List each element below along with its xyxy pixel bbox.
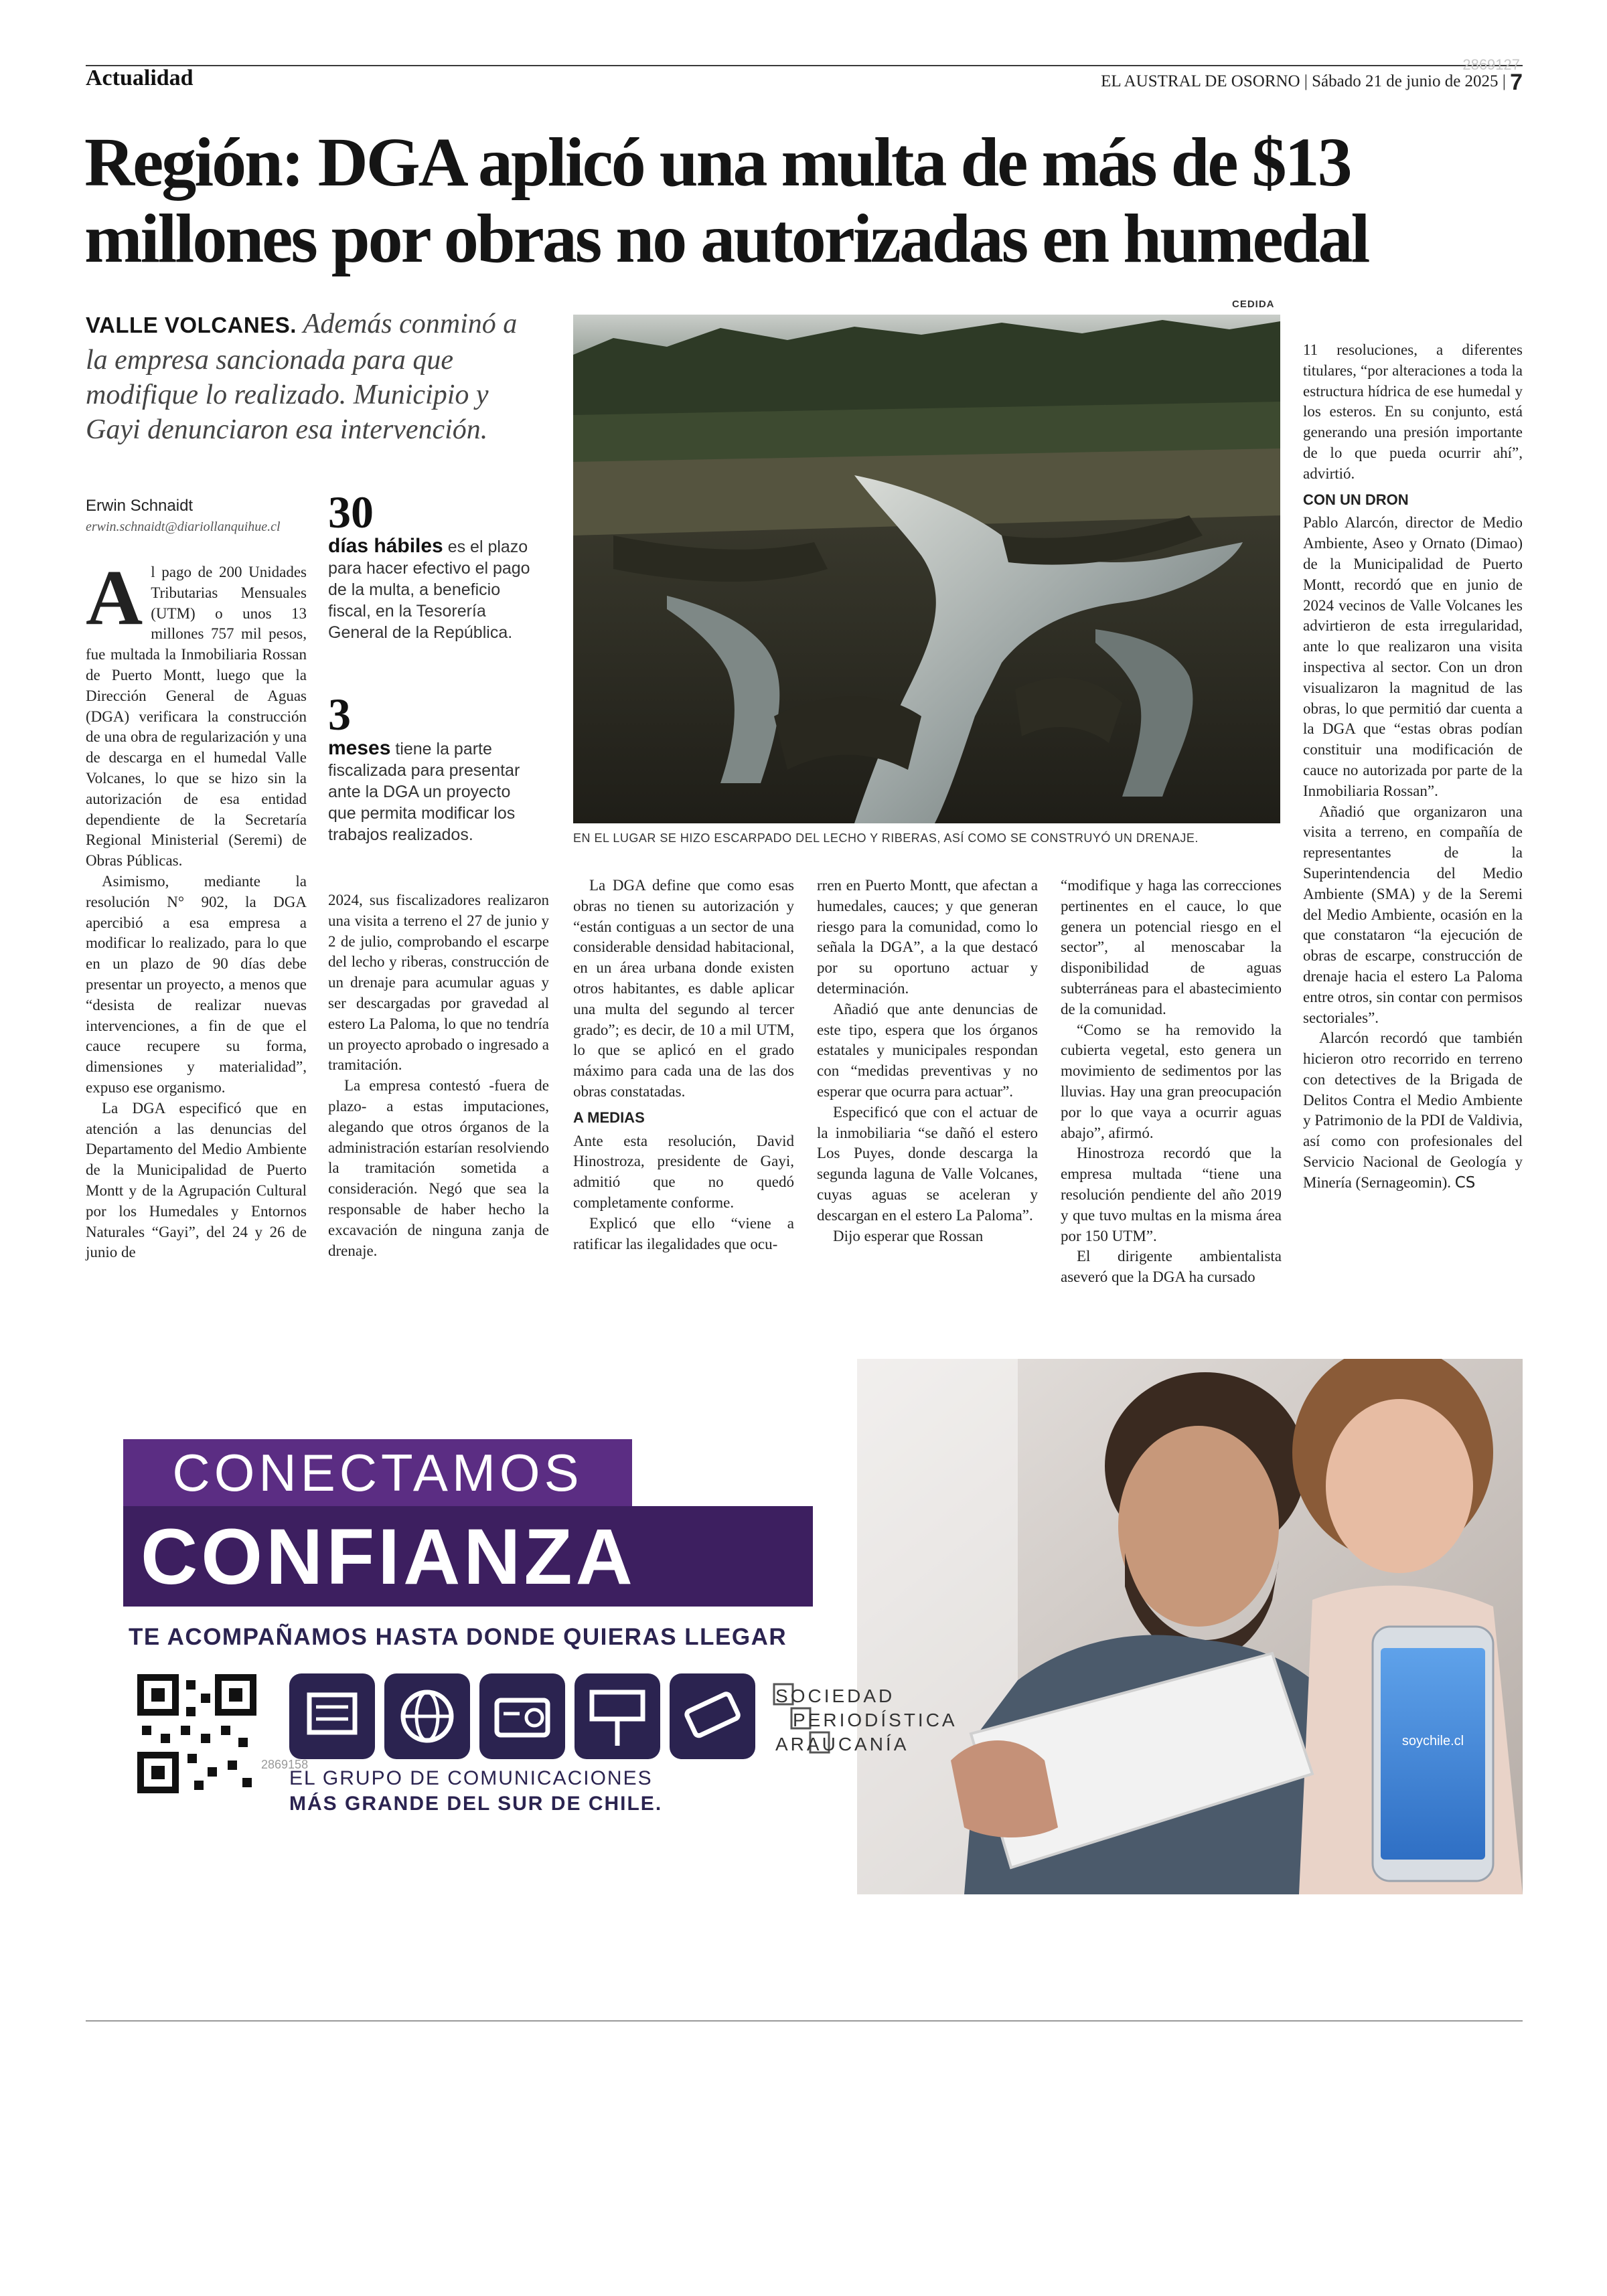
- fact-number: 3: [328, 689, 351, 740]
- article-column-5: [1061, 876, 1282, 1288]
- brand-line-1: [775, 1684, 958, 1708]
- brand-line-1-text: OCIEDAD: [790, 1686, 895, 1706]
- ad-line-1: CONECTAMOS: [172, 1443, 583, 1502]
- brand-wordmark: [775, 1684, 958, 1756]
- folio-separator: |: [1304, 72, 1312, 91]
- billboard-icon: [575, 1673, 660, 1759]
- article-column-1: [86, 554, 307, 1263]
- header-rule: [86, 65, 1523, 66]
- fact-number: 30: [328, 487, 374, 538]
- subheading: CON UN DRON: [1303, 491, 1409, 508]
- paragraph: Asimismo, mediante la resolución N° 902, la DGA apercibió a esa empresa a modificar lo realizado, para lo que en un plazo de 90 días debe presentar un proyecto, a menos que “desista de realizar nuevas intervenciones, a fin de que el cauce recupere su forma, dimensiones y materialidad”, expuso ese organismo.: [86, 872, 307, 1096]
- subheading: A MEDIAS: [573, 1109, 645, 1126]
- photo-credit: CEDIDA: [1232, 299, 1275, 310]
- paragraph: Añadió que ante denuncias de este tipo, espera que los órganos estatales y municipales respondan con “medidas preventivas y no esperar que ocurra para actuar”.: [817, 1000, 1038, 1100]
- paragraph: El dirigente ambientalista aseveró que la DGA ha cursado: [1061, 1248, 1282, 1286]
- ad-code: 2869158: [261, 1758, 309, 1771]
- paragraph: Ante esta resolución, David Hinostroza, presidente de Gayi, admitió que no quedó completamente conforme.: [573, 1132, 794, 1211]
- lead-text: Además conminó a la empresa sancionada para que modifique lo realizado. Municipio y Gayi denunciaron esa intervención.: [86, 309, 518, 445]
- phone-site: soychile.cl: [1401, 1734, 1464, 1748]
- paragraph: “Como se ha removido la cubierta vegetal, esto genera un movimiento de sedimentos por las lluvias. Hay una gran preocupación por lo que vaya a ocurrir aguas abajo”, afirmó.: [1061, 1021, 1282, 1141]
- fact-box-2: [328, 691, 542, 845]
- paragraph: 2024, sus fiscalizadores realizaron una visita a terreno el 27 de junio y 2 de julio, comprobando el escarpe del lecho y riberas, construcción de un drenaje para acumular aguas y ser descargadas por gravedad al estero La Paloma, lo que no tendría un proyecto aprobado o ingresado a tramitación.: [328, 892, 549, 1074]
- brand-letter-p: P: [793, 1710, 808, 1730]
- paragraph: 11 resoluciones, a diferentes titulares, “por alteraciones a toda la estructura hídrica de ese humedal y los esteros. En su conjunto, está generando una presión importante de lo que pueda ocurrir ahí”, advirtió.: [1303, 341, 1523, 482]
- paragraph: Explicó que ello “viene a ratificar las ilegalidades que ocu-: [573, 1214, 794, 1252]
- paragraph-text: l pago de 200 Unidades Tributarias Mensuales (UTM) o unos 13 millones 757 mil pesos, fue multada la Inmobiliaria Rossan de Puerto Montt, luego que la Dirección General de Aguas (DGA) verificara la construcción de una obra de regularización y una de descarga en el humedal Valle Volcanes, lo que se hizo sin la autorización de esa entidad dependiente de la Secretaría Regional Ministerial (Seremi) de Obras Públicas.: [86, 564, 307, 870]
- ad-line-2: CONFIANZA: [141, 1513, 636, 1601]
- paragraph: Hinostroza recordó que la empresa multada “tiene una resolución pendiente del año 2019 y que tuvo multas en la misma área por 150 UTM”.: [1061, 1145, 1282, 1244]
- ad-tagline: TE ACOMPAÑAMOS HASTA DONDE QUIERAS LLEGAR: [129, 1624, 787, 1650]
- folio: [1101, 70, 1523, 96]
- kicker: VALLE VOLCANES.: [86, 313, 297, 337]
- page-number: 7: [1510, 70, 1523, 95]
- article-column-3: [573, 876, 794, 1254]
- fact-rest: tiene la parte fiscalizada para presentar ante la DGA un proyecto que permita modificar los trabajos realizados.: [328, 740, 520, 844]
- brand-line-2-text: ERIODÍSTICA: [808, 1710, 958, 1730]
- fact-box-1: [328, 489, 542, 643]
- author-email[interactable]: erwin.schnaidt@diariollanquihue.cl: [86, 519, 281, 534]
- paragraph-text: Alarcón recordó que también hicieron otro recorrido en terreno con detectives de la Brigada de Delitos Contra el Medio Ambiente y Patrimonio de la PDI de Valdivia, así como con profesionales del Servicio Nacional de Geología y Minería (Sernageomin).: [1303, 1030, 1523, 1191]
- brand-letter-a: A: [806, 1734, 822, 1754]
- paragraph: La DGA especificó que en atención a las denuncias del Departamento del Medio Ambiente de la Municipalidad de Puerto Montt y de la Agrupación Cultural por los Humedales y Entornos Naturales “Gayi”, del 24 y 26 de junio de: [86, 1099, 307, 1261]
- paragraph: La DGA define que como esas obras no tienen su autorización y “están contiguas a un sector de una considerable densidad habitacional, en un área urbana donde existen otros habitantes, es dable aplicar una multa del segundo al tercer grado”; es decir, de 10 a mil UTM, lo que se aplicó en el grado máximo para cada una de las dos obras constatadas.: [573, 877, 794, 1100]
- fact-rest: es el plazo para hacer efectivo el pago de la multa, a beneficio fiscal, en la Tesorería General de la República.: [328, 538, 530, 642]
- globe-icon: [384, 1673, 470, 1759]
- paragraph: rren en Puerto Montt, que afectan a humedales, cauces; y que generan riesgo para la comunidad, como lo señala la DGA”, a la que destacó por su oportuno actuar y determinación.: [817, 877, 1038, 997]
- footer-rule: [86, 2020, 1523, 2022]
- headline: Región: DGA aplicó una multa de más de $13 millones por obras no autorizadas en humedal: [84, 124, 1369, 277]
- qr-code[interactable]: [138, 1675, 256, 1793]
- newspaper-icon: [289, 1673, 375, 1759]
- ad-group-line-2: MÁS GRANDE DEL SUR DE CHILE.: [289, 1793, 663, 1815]
- fact-bold: meses: [328, 737, 391, 759]
- article-column-2: [328, 890, 549, 1261]
- paragraph: Dijo esperar que Rossan: [833, 1227, 984, 1244]
- drop-cap: A: [86, 554, 143, 641]
- lead: [86, 307, 541, 447]
- archive-stamp: 2869127: [1462, 56, 1520, 73]
- wetland-photo-illustration: [573, 315, 1280, 823]
- ticket-icon: [670, 1673, 755, 1759]
- brand-line-3: [775, 1732, 958, 1756]
- paragraph: Añadió que organizaron una visita a terreno, en compañía de representantes de la Superintendencia del Medio Ambiente (SMA) y de la Seremi del Medio Ambiente, ocasión en la que constataron “la ejecución de obras de escarpe, construcción de drenaje hacia el estero La Paloma entre otros, sin contar con permisos sectoriales”.: [1303, 803, 1523, 1026]
- section-label: Actualidad: [86, 66, 194, 90]
- paragraph: [86, 554, 307, 872]
- publication-date: Sábado 21 de junio de 2025: [1312, 72, 1499, 91]
- article-column-4: [817, 876, 1038, 1246]
- wetland-photo: [573, 315, 1280, 823]
- fact-text: [328, 738, 542, 845]
- advertisement[interactable]: [0, 1359, 1523, 1894]
- paragraph: [1303, 1028, 1523, 1193]
- brand-line-3-b: UCANÍA: [822, 1734, 909, 1754]
- brand-line-3-a: AR: [775, 1734, 807, 1754]
- end-mark: CS: [1454, 1173, 1476, 1192]
- folio-separator: |: [1502, 72, 1511, 91]
- photo-caption: EN EL LUGAR SE HIZO ESCARPADO DEL LECHO Y RIBERAS, ASÍ COMO SE CONSTRUYÓ UN DRENAJE.: [573, 831, 1199, 845]
- publication-name: EL AUSTRAL DE OSORNO: [1101, 72, 1300, 91]
- brand-letter-s: S: [775, 1686, 791, 1706]
- brand-line-2: [775, 1708, 958, 1732]
- radio-icon: [479, 1673, 565, 1759]
- phone-mockup: [1373, 1627, 1493, 1881]
- article-column-6: [1303, 340, 1523, 1194]
- paragraph: Especificó que con el actuar de la inmobiliaria “se dañó el estero Los Puyes, donde descarga la segunda laguna de Valle Volcanes, cuyas aguas se aceleran y descargan en el estero La Paloma”.: [817, 1103, 1038, 1224]
- paragraph: “modifique y haga las correcciones pertinentes en el cauce, lo que genera un potencial riesgo en el sector”, al menoscabar la disponibilidad de aguas subterráneas para el abastecimiento de la comunidad.: [1061, 877, 1282, 1017]
- paragraph: La empresa contestó -fuera de plazo- a estas imputaciones, alegando que otros órganos de la administración estarían resolviendo la tramitación sometida a consideración. Negó que sea la responsable de haber hecho la excavación de ninguna zanja de drenaje.: [328, 1077, 549, 1259]
- author-name: Erwin Schnaidt: [86, 497, 194, 515]
- fact-bold: días hábiles: [328, 535, 443, 557]
- ad-group-line-1: EL GRUPO DE COMUNICACIONES: [289, 1767, 653, 1789]
- fact-text: [328, 536, 542, 643]
- paragraph: Pablo Alarcón, director de Medio Ambiente, Aseo y Ornato (Dimao) de la Municipalidad de Puerto Montt, recordó que en junio de 2024 vecinos de Valle Volcanes les advirtieron de esta irregularidad, ante lo que realizaron una visita inspectiva al sector. Con un dron visualizaron la magnitud de las obras, lo que permitió dar cuenta a la DGA que “estas obras podían constituir una modificación de cauce no autorizada por parte de la Inmobiliaria Rossan”.: [1303, 514, 1523, 799]
